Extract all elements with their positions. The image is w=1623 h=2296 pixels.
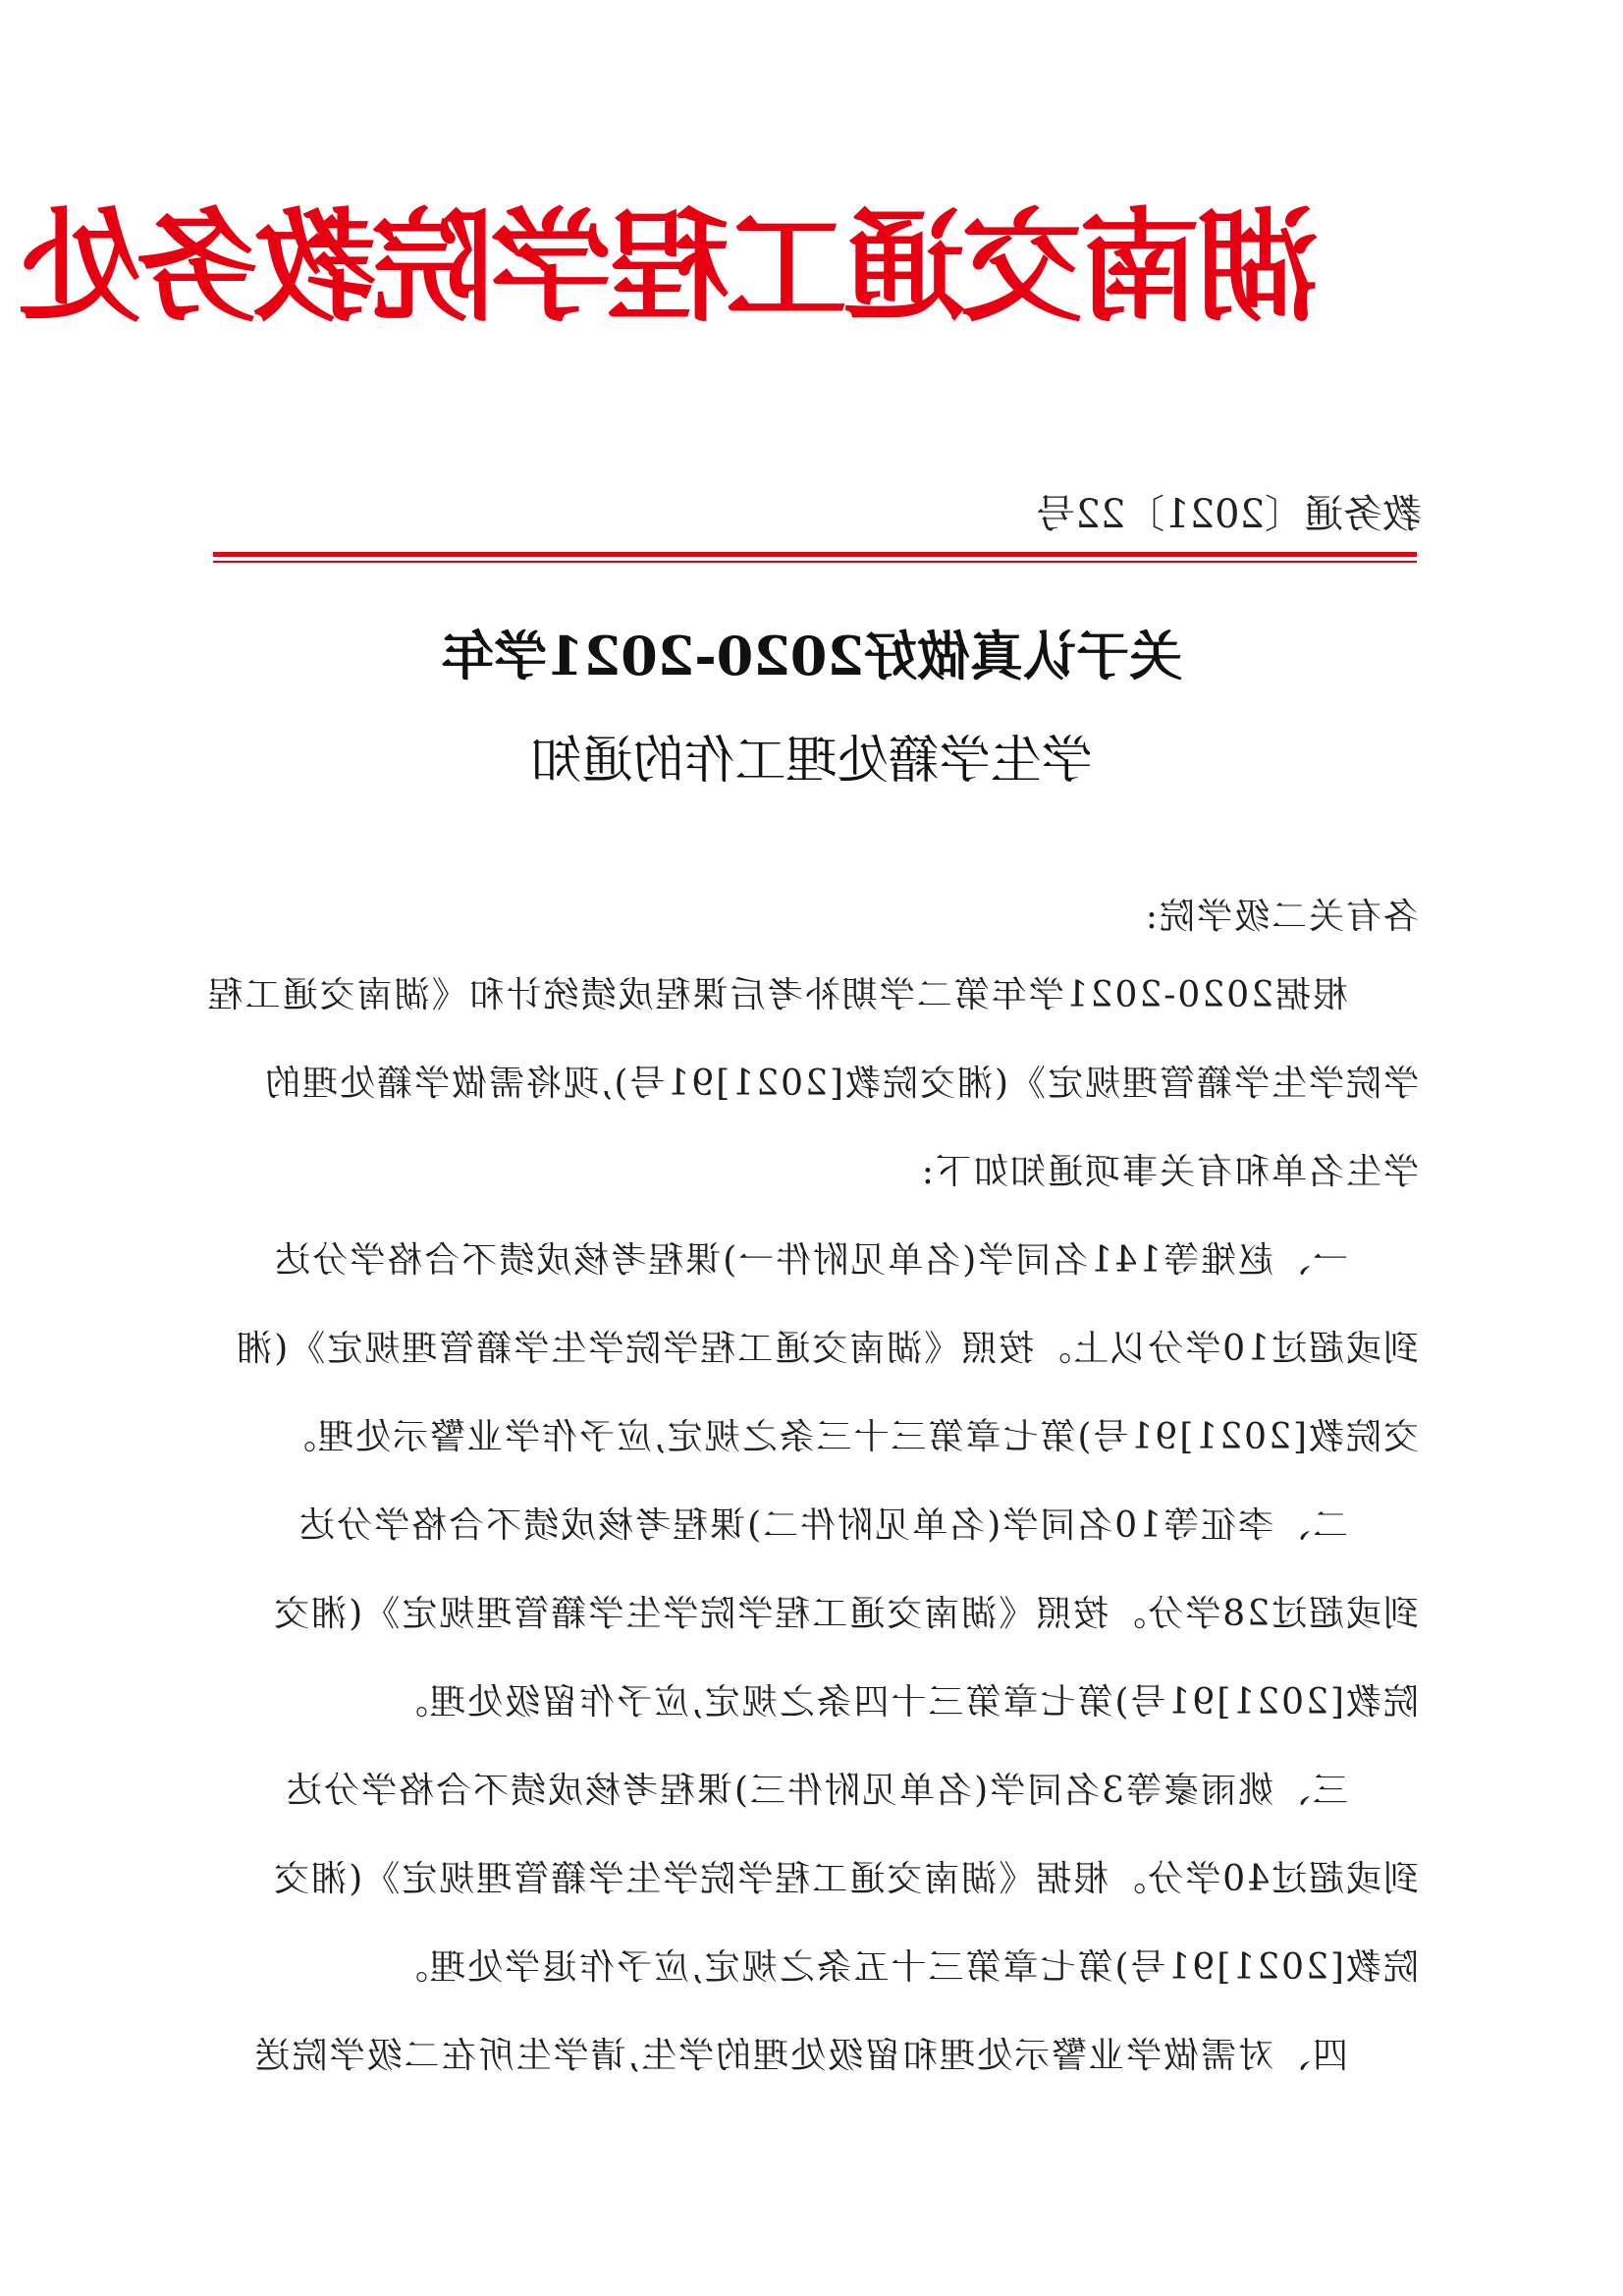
notice-title-line-2: 学生学籍处理工作的通知	[530, 732, 1093, 791]
body-line: 四、对需做学业警示处理和留级处理的学生,请学生所在二级学院送	[252, 2036, 1348, 2076]
body-line: 二、李征等10名同学(名单见附件二)课程考核成绩不合格学分达	[298, 1505, 1348, 1546]
body-line: 根据2020-2021学年第二学期补考后课程成绩统计和《湖南交通工程	[205, 975, 1348, 1015]
body-line: 学院学生学籍管理规定》(湘交院教[2021]91号),现将需做学籍处理的	[262, 1064, 1419, 1104]
body-line: 院教[2021]91号)第七章第三十四条之规定,应予作留级处理。	[390, 1682, 1419, 1722]
document-number: 教务通〔2021〕22号	[1036, 492, 1422, 537]
body-line: 院教[2021]91号)第七章第三十五条之规定,应予作退学处理。	[390, 1947, 1419, 1988]
body-line: 到或超过40学分。根据《湖南交通工程学院学生学籍管理规定》(湘交	[272, 1859, 1419, 1899]
salutation: 各有关二级学院:	[1143, 897, 1419, 937]
body-line: 学生名单和有关事项通知如下:	[919, 1152, 1419, 1192]
body-line: 一、赵雉等141名同学(名单见附件一)课程考核成绩不合格学分达	[273, 1240, 1348, 1281]
body-line: 到或超过28学分。按照《湖南交通工程学院学生学籍管理规定》(湘交	[272, 1594, 1419, 1634]
body-line: 三、姚雨豪等3名同学(名单见附件三)课程考核成绩不合格学分达	[285, 1771, 1348, 1811]
red-divider-thin	[213, 561, 1417, 563]
red-divider-thick	[213, 552, 1417, 557]
body-line: 到或超过10学分以上。按照《湖南交通工程学院学生学籍管理规定》(湘	[235, 1329, 1419, 1369]
issuer-title: 湖南交通工程学院教务处	[22, 197, 1319, 339]
body-line: 交院教[2021]91号)第七章第三十三条之规定,应予作学业警示处理。	[278, 1417, 1419, 1457]
notice-title-line-1: 关于认真做好2020-2021学年	[441, 625, 1182, 687]
